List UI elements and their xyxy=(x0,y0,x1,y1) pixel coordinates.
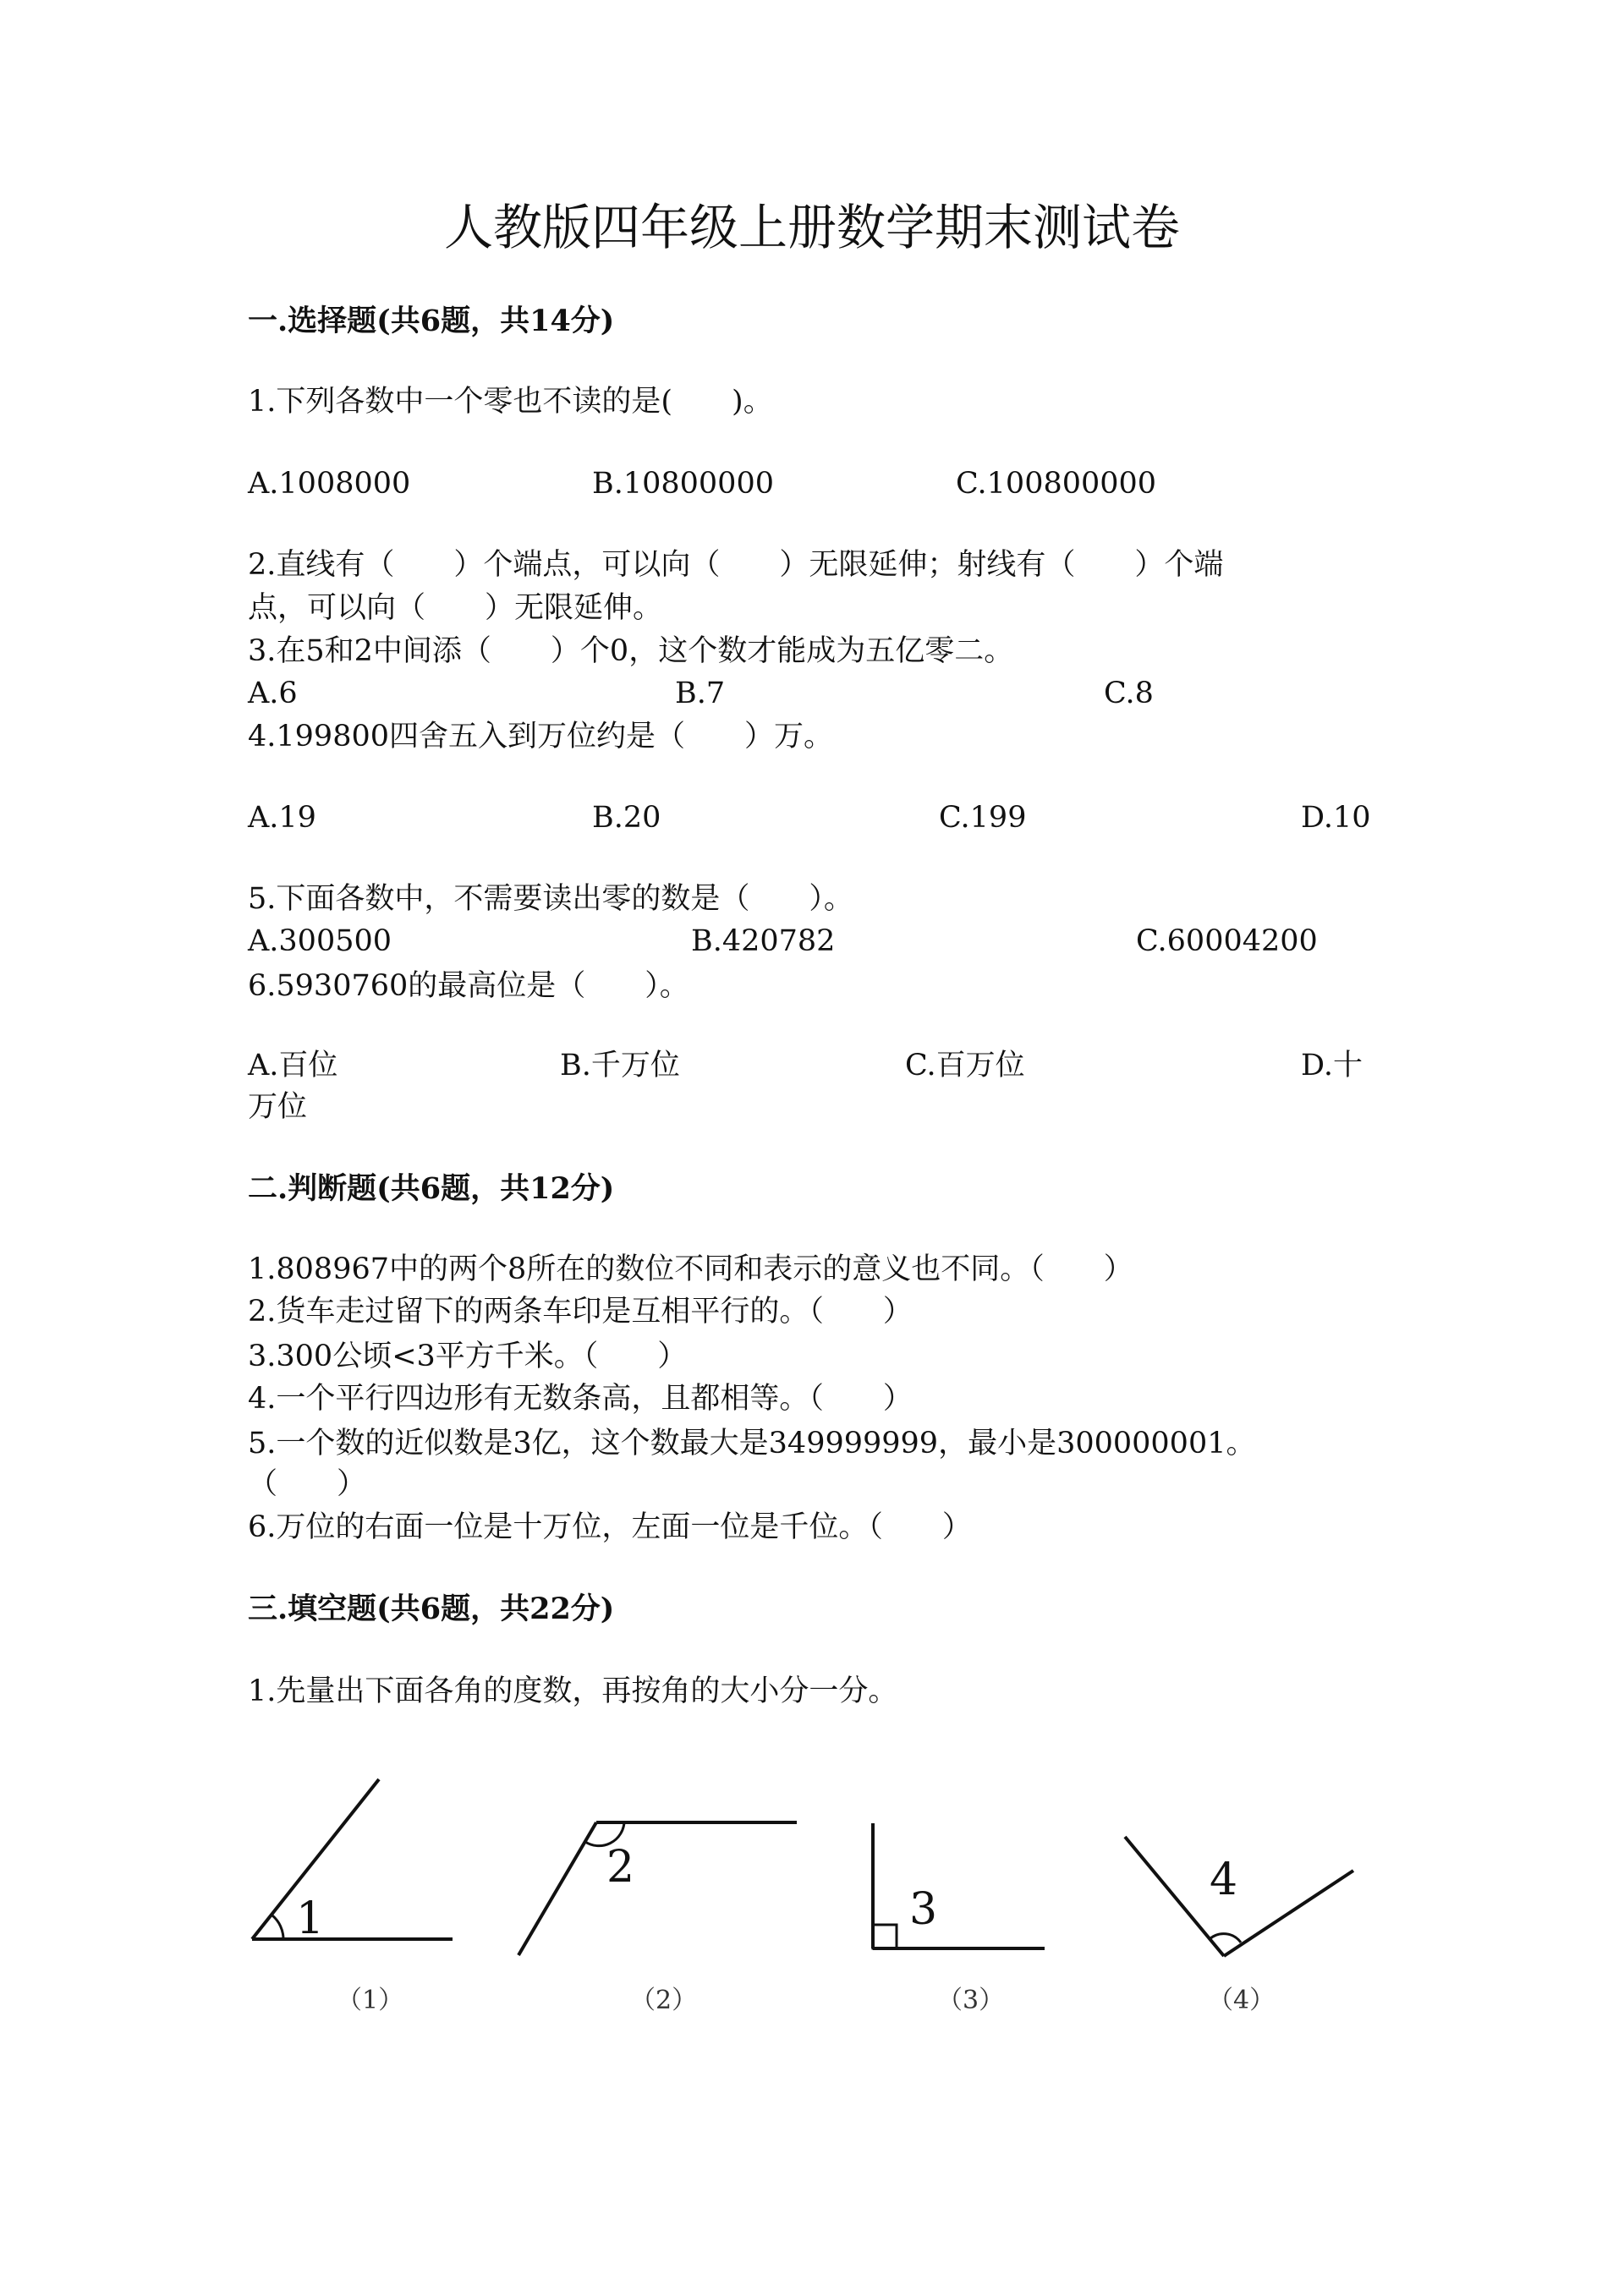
question-text: 3.在5和2中间添（ ）个0，这个数才能成为五亿零二。 xyxy=(248,634,1014,668)
option: D.十 xyxy=(1301,1049,1363,1082)
judgement-item: 3.300公顷<3平方千米。（ ） xyxy=(248,1340,688,1373)
figure-caption: （1） xyxy=(337,1986,404,2015)
section-header-judgement: 二.判断题(共6题，共12分) xyxy=(248,1171,615,1206)
section-header-choice: 一.选择题(共6题，共14分) xyxy=(248,304,615,338)
question-text: 1.下列各数中一个零也不读的是( )。 xyxy=(248,385,773,419)
option: B.10800000 xyxy=(592,467,774,501)
question-text: 5.下面各数中，不需要读出零的数是（ ）。 xyxy=(248,882,853,916)
angles-diagram xyxy=(237,1767,1421,2047)
question-text: 2.直线有（ ）个端点，可以向（ ）无限延伸；射线有（ ）个端 xyxy=(248,548,1224,582)
figure-caption: （4） xyxy=(1208,1986,1276,2015)
option: B.7 xyxy=(675,677,726,710)
option: A.6 xyxy=(248,677,298,710)
option: B.420782 xyxy=(691,924,836,958)
option: B.20 xyxy=(592,801,661,835)
judgement-item: 4.一个平行四边形有无数条高，且都相等。（ ） xyxy=(248,1382,913,1416)
angle-3-icon xyxy=(873,1823,1045,1948)
question-text: 1.先量出下面各角的度数，再按角的大小分一分。 xyxy=(248,1674,898,1708)
section-header-fill: 三.填空题(共6题，共22分) xyxy=(248,1592,615,1626)
option: C.199 xyxy=(939,801,1027,835)
option: A.百位 xyxy=(248,1049,338,1082)
angle-2-icon xyxy=(518,1822,797,1955)
page-title: 人教版四年级上册数学期末测试卷 xyxy=(443,199,1180,256)
option: C.60004200 xyxy=(1136,924,1318,958)
figure-caption: （2） xyxy=(630,1986,698,2015)
option-continued: 万位 xyxy=(248,1090,308,1124)
judgement-item: 5.一个数的近似数是3亿，这个数最大是349999999，最小是300000001。 xyxy=(248,1427,1256,1460)
option: B.千万位 xyxy=(560,1049,680,1082)
angle-label: 2 xyxy=(606,1842,635,1893)
angle-4-icon xyxy=(1125,1837,1353,1956)
question-text: 4.199800四舍五入到万位约是（ ）万。 xyxy=(248,720,834,753)
question-text: 点，可以向（ ）无限延伸。 xyxy=(248,591,663,625)
option: C.100800000 xyxy=(956,467,1157,501)
judgement-blank: （ ） xyxy=(248,1467,367,1501)
angle-label: 1 xyxy=(296,1893,325,1944)
option: A.1008000 xyxy=(248,467,411,501)
option: A.19 xyxy=(248,801,316,835)
option: D.10 xyxy=(1301,801,1371,835)
angle-label: 3 xyxy=(909,1884,938,1935)
option: A.300500 xyxy=(248,924,392,958)
judgement-item: 1.808967中的两个8所在的数位不同和表示的意义也不同。（ ） xyxy=(248,1252,1133,1286)
angle-1-icon xyxy=(252,1779,453,1939)
judgement-item: 2.货车走过留下的两条车印是互相平行的。（ ） xyxy=(248,1295,913,1329)
figure-caption: （3） xyxy=(937,1986,1005,2015)
question-text: 6.5930760的最高位是（ ）。 xyxy=(248,969,689,1003)
judgement-item: 6.万位的右面一位是十万位，左面一位是千位。（ ） xyxy=(248,1510,972,1544)
angle-label: 4 xyxy=(1210,1855,1238,1905)
angles-figure xyxy=(237,1767,1421,2047)
option: C.8 xyxy=(1104,677,1154,710)
option: C.百万位 xyxy=(905,1049,1025,1082)
